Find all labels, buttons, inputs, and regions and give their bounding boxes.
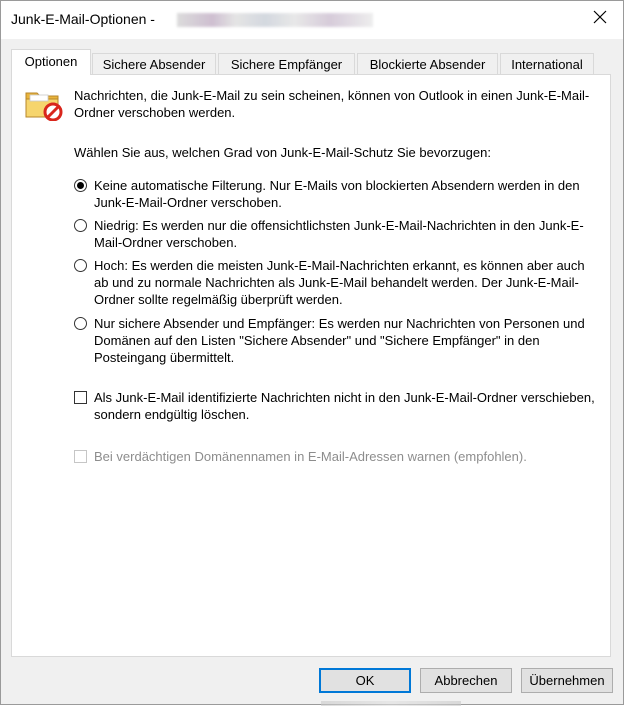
radio-label: Hoch: Es werden die meisten Junk-E-Mail-Nachrichten erkannt, es können aber auch ab und zu normale Nachrichten als Junk-E-Mail behandelt werden. Der Junk-E-Mail-Ordner sollte regelmäßig überprüft werden. xyxy=(94,258,585,307)
checkbox[interactable] xyxy=(74,391,87,404)
checkbox-label: Bei verdächtigen Domänennamen in E-Mail-Adressen warnen (empfohlen). xyxy=(94,449,527,464)
checkbox-delete-permanently[interactable] xyxy=(74,389,602,423)
apply-button[interactable]: Übernehmen xyxy=(521,668,613,693)
title-bar xyxy=(1,1,623,39)
radio-option-nur-sichere[interactable] xyxy=(74,315,602,366)
tab-international[interactable]: International xyxy=(500,53,594,74)
radio-button[interactable] xyxy=(74,259,87,272)
checkbox-warn-suspicious-domains xyxy=(74,448,602,465)
cancel-button[interactable]: Abbrechen xyxy=(420,668,512,693)
tab-optionen[interactable]: Optionen xyxy=(11,49,91,75)
junk-folder-block-icon xyxy=(24,87,64,121)
checkbox-label: Als Junk-E-Mail identifizierte Nachrichten nicht in den Junk-E-Mail-Ordner verschieben, sondern endgültig löschen. xyxy=(94,390,595,422)
radio-button[interactable] xyxy=(74,317,87,330)
title-account-redacted xyxy=(177,13,373,27)
radio-option-niedrig[interactable] xyxy=(74,217,602,251)
radio-option-hoch[interactable] xyxy=(74,257,602,308)
checkbox xyxy=(74,450,87,463)
protection-level-prompt: Wählen Sie aus, welchen Grad von Junk-E-Mail-Schutz Sie bevorzugen: xyxy=(74,145,491,160)
close-button[interactable] xyxy=(577,1,623,33)
radio-label: Nur sichere Absender und Empfänger: Es werden nur Nachrichten von Personen und Domänen auf den Listen "Sichere Absender" und "Sichere Empfänger" in den Posteingang übermittelt. xyxy=(94,316,585,365)
options-tab-panel xyxy=(11,74,611,657)
radio-button[interactable] xyxy=(74,219,87,232)
radio-button[interactable] xyxy=(74,179,87,192)
intro-text: Nachrichten, die Junk-E-Mail zu sein scheinen, können von Outlook in einen Junk-E-Mail-Ordner verschoben werden. xyxy=(74,88,590,120)
background-window-edge xyxy=(321,701,461,706)
radio-label: Keine automatische Filterung. Nur E-Mails von blockierten Absendern werden in den Junk-E-Mail-Ordner verschoben. xyxy=(94,178,580,210)
radio-option-keine-filterung[interactable] xyxy=(74,177,602,211)
window-title: Junk-E-Mail-Optionen - xyxy=(11,11,155,27)
tab-sichere-absender[interactable]: Sichere Absender xyxy=(92,53,216,74)
ok-button[interactable]: OK xyxy=(319,668,411,693)
tab-sichere-empfaenger[interactable]: Sichere Empfänger xyxy=(218,53,355,74)
tab-blockierte-absender[interactable]: Blockierte Absender xyxy=(357,53,498,74)
close-icon xyxy=(593,10,607,24)
radio-label: Niedrig: Es werden nur die offensichtlichsten Junk-E-Mail-Nachrichten in den Junk-E-Mail-Ordner verschoben. xyxy=(94,218,584,250)
